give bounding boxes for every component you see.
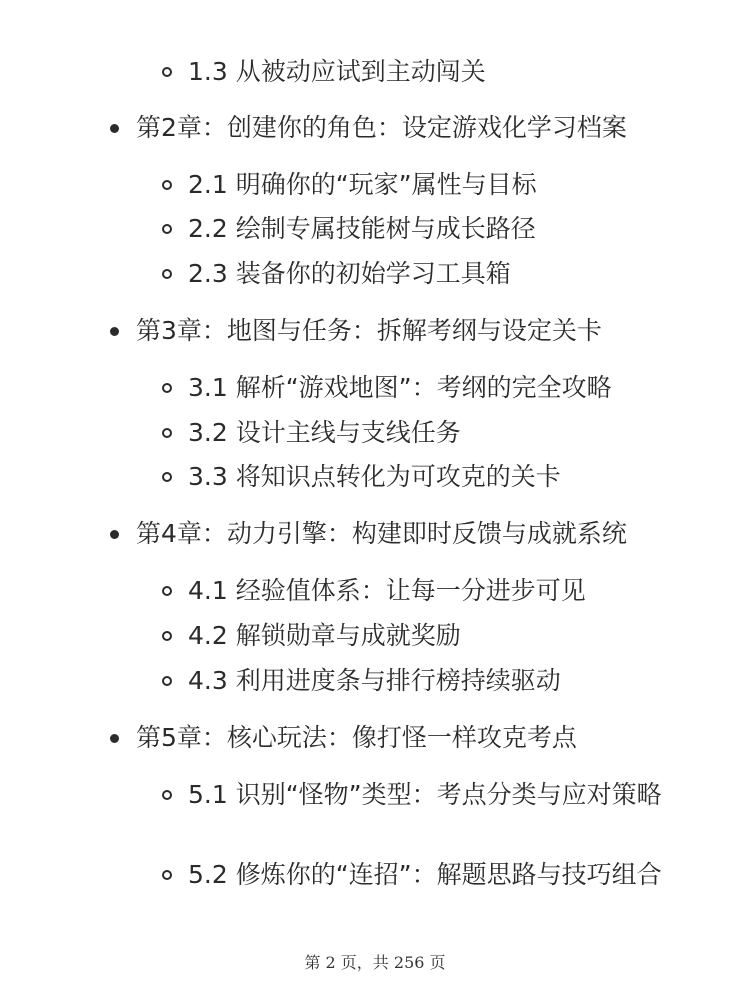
hollow-bullet-icon (162, 472, 172, 482)
chapter-5-title: 第5章：核心玩法：像打怪一样攻克考点 (136, 723, 577, 752)
hollow-bullet-icon (162, 790, 172, 800)
hollow-bullet-icon (162, 224, 172, 234)
section-3-2: 3.2 设计主线与支线任务 (188, 418, 461, 447)
hollow-bullet-icon (162, 269, 172, 279)
filled-bullet-icon (110, 530, 119, 539)
hollow-bullet-icon (162, 428, 172, 438)
hollow-bullet-icon (162, 870, 172, 880)
filled-bullet-icon (110, 124, 119, 133)
hollow-bullet-icon (162, 586, 172, 596)
section-3-1: 3.1 解析“游戏地图”：考纲的完全攻略 (188, 373, 612, 402)
filled-bullet-icon (110, 734, 119, 743)
section-5-1: 5.1 识别“怪物”类型：考点分类与应对策略 (188, 780, 662, 809)
chapter-3-title: 第3章：地图与任务：拆解考纲与设定关卡 (136, 316, 602, 345)
filled-bullet-icon (110, 327, 119, 336)
hollow-bullet-icon (162, 631, 172, 641)
section-3-3: 3.3 将知识点转化为可攻克的关卡 (188, 462, 561, 491)
hollow-bullet-icon (162, 676, 172, 686)
hollow-bullet-icon (162, 383, 172, 393)
section-1-3: 1.3 从被动应试到主动闯关 (188, 57, 486, 86)
section-2-3: 2.3 装备你的初始学习工具箱 (188, 259, 511, 288)
section-4-3: 4.3 利用进度条与排行榜持续驱动 (188, 666, 561, 695)
chapter-4-title: 第4章：动力引擎：构建即时反馈与成就系统 (136, 519, 627, 548)
section-4-1: 4.1 经验值体系：让每一分进步可见 (188, 576, 586, 605)
hollow-bullet-icon (162, 67, 172, 77)
section-2-2: 2.2 绘制专属技能树与成长路径 (188, 214, 536, 243)
page-number-footer: 第 2 页，共 256 页 (304, 953, 446, 972)
section-4-2: 4.2 解锁勋章与成就奖励 (188, 621, 461, 650)
chapter-2-title: 第2章：创建你的角色：设定游戏化学习档案 (136, 113, 627, 142)
section-5-2: 5.2 修炼你的“连招”：解题思路与技巧组合 (188, 860, 662, 889)
hollow-bullet-icon (162, 180, 172, 190)
section-2-1: 2.1 明确你的“玩家”属性与目标 (188, 170, 537, 199)
